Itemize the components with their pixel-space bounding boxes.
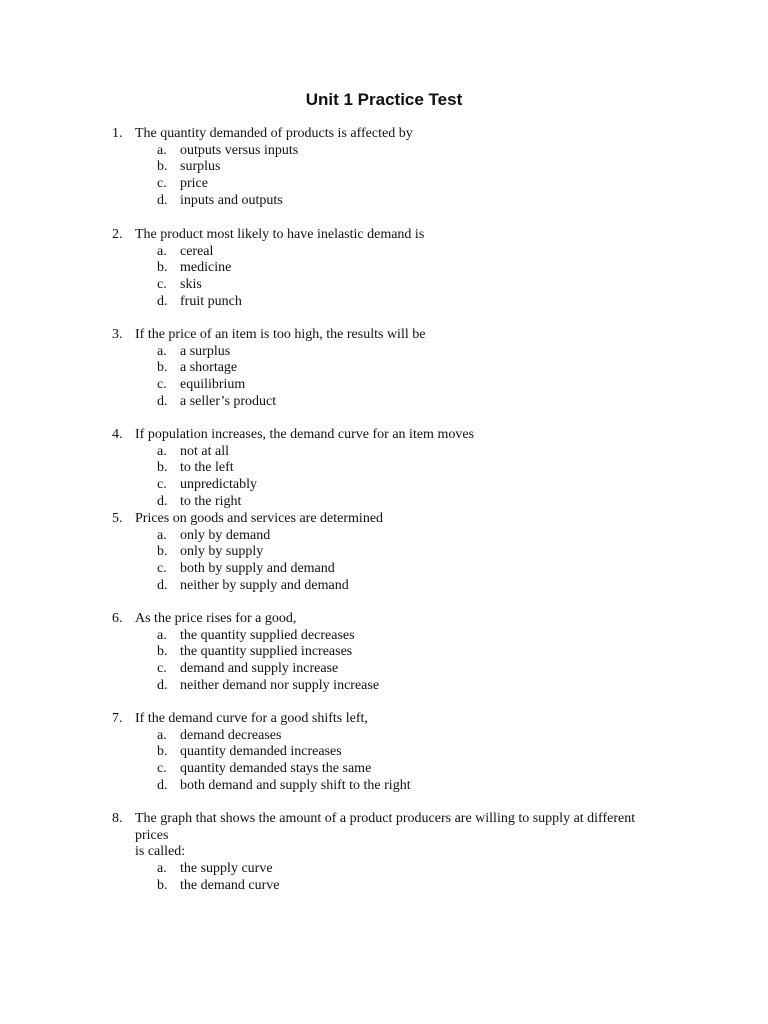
question-text: If population increases, the demand curve for an item moves — [135, 427, 474, 442]
question-stem — [0, 327, 768, 344]
option-c — [0, 377, 768, 394]
option-letter: d. — [157, 393, 168, 409]
question-number: 2. — [112, 227, 123, 242]
question-number: 3. — [112, 327, 123, 342]
option-letter: c. — [157, 277, 167, 293]
question-text-continued — [0, 844, 768, 861]
option-letter: a. — [157, 861, 167, 877]
option-a — [0, 444, 768, 461]
option-b — [0, 544, 768, 561]
option-letter: d. — [157, 192, 168, 208]
option-text: both by supply and demand — [180, 561, 335, 577]
option-a — [0, 244, 768, 261]
option-text: the quantity supplied increases — [180, 644, 353, 660]
question-number: 8. — [112, 811, 123, 826]
option-letter: a. — [157, 627, 167, 643]
option-letter: b. — [157, 360, 168, 376]
option-letter: d. — [157, 293, 168, 309]
option-letter: a. — [157, 527, 167, 543]
option-text: outputs versus inputs — [180, 142, 299, 158]
option-letter: b. — [157, 460, 168, 476]
question-text: If the price of an item is too high, the results will be — [135, 327, 426, 342]
option-letter: c. — [157, 561, 167, 577]
option-a — [0, 344, 768, 361]
option-text: cereal — [180, 243, 214, 259]
option-text: price — [180, 176, 208, 192]
question-stem — [0, 611, 768, 628]
question-stem — [0, 711, 768, 728]
option-letter: b. — [157, 159, 168, 175]
option-d — [0, 778, 768, 795]
option-d — [0, 394, 768, 411]
option-text: quantity demanded increases — [180, 744, 342, 760]
option-c — [0, 176, 768, 193]
option-text: the demand curve — [180, 877, 280, 893]
question-text: The graph that shows the amount of a product producers are willing to supply at different — [135, 811, 636, 826]
option-text: equilibrium — [180, 377, 246, 393]
option-text: both demand and supply shift to the right — [180, 777, 411, 793]
option-text: a surplus — [180, 343, 231, 359]
option-b — [0, 360, 768, 377]
option-c — [0, 277, 768, 294]
option-d — [0, 578, 768, 595]
option-text: neither by supply and demand — [180, 577, 349, 593]
question-1 — [0, 126, 768, 209]
option-a — [0, 628, 768, 645]
question-2 — [0, 227, 768, 310]
question-8 — [0, 811, 768, 894]
option-letter: d. — [157, 777, 168, 793]
option-letter: a. — [157, 343, 167, 359]
option-letter: d. — [157, 577, 168, 593]
option-c — [0, 661, 768, 678]
question-4 — [0, 427, 768, 510]
question-7 — [0, 711, 768, 794]
option-text: the supply curve — [180, 861, 273, 877]
option-text: quantity demanded stays the same — [180, 761, 372, 777]
option-d — [0, 193, 768, 210]
option-letter: c. — [157, 176, 167, 192]
option-text: not at all — [180, 443, 229, 459]
option-b — [0, 460, 768, 477]
question-6 — [0, 611, 768, 694]
option-text: only by demand — [180, 527, 271, 543]
option-d — [0, 294, 768, 311]
option-c — [0, 561, 768, 578]
question-text: The quantity demanded of products is affected by — [135, 126, 413, 141]
option-text: a shortage — [180, 360, 238, 376]
option-letter: b. — [157, 544, 168, 560]
option-letter: a. — [157, 243, 167, 259]
option-b — [0, 159, 768, 176]
option-text: medicine — [180, 260, 232, 276]
question-number: 7. — [112, 711, 123, 726]
option-letter: c. — [157, 761, 167, 777]
option-text: inputs and outputs — [180, 192, 283, 208]
question-text-continued — [0, 828, 768, 845]
option-letter: b. — [157, 260, 168, 276]
option-text: unpredictably — [180, 477, 257, 493]
option-text: demand decreases — [180, 727, 282, 743]
question-text-line: is called: — [135, 844, 186, 860]
option-text: surplus — [180, 159, 221, 175]
option-text: the quantity supplied decreases — [180, 627, 355, 643]
question-number: 4. — [112, 427, 123, 442]
question-5 — [0, 511, 768, 594]
option-letter: a. — [157, 727, 167, 743]
option-b — [0, 878, 768, 895]
option-c — [0, 761, 768, 778]
option-c — [0, 477, 768, 494]
option-a — [0, 528, 768, 545]
option-letter: d. — [157, 677, 168, 693]
option-b — [0, 744, 768, 761]
option-letter: d. — [157, 493, 168, 509]
question-number: 6. — [112, 611, 123, 626]
option-text: neither demand nor supply increase — [180, 677, 380, 693]
option-a — [0, 143, 768, 160]
question-text: Prices on goods and services are determined — [135, 511, 384, 526]
option-letter: a. — [157, 142, 167, 158]
question-stem — [0, 511, 768, 528]
question-text: The product most likely to have inelastic demand is — [135, 227, 425, 242]
option-text: only by supply — [180, 544, 264, 560]
option-letter: b. — [157, 877, 168, 893]
option-a — [0, 861, 768, 878]
question-stem — [0, 126, 768, 143]
option-d — [0, 494, 768, 511]
option-letter: c. — [157, 477, 167, 493]
option-text: a seller’s product — [180, 393, 277, 409]
page-title: Unit 1 Practice Test — [305, 90, 463, 109]
option-text: to the left — [180, 460, 234, 476]
question-text: As the price rises for a good, — [135, 611, 297, 626]
option-text: fruit punch — [180, 293, 242, 309]
question-stem — [0, 811, 768, 828]
question-stem — [0, 427, 768, 444]
option-letter: b. — [157, 744, 168, 760]
option-letter: c. — [157, 661, 167, 677]
question-number: 1. — [112, 126, 123, 141]
question-text: If the demand curve for a good shifts left, — [135, 711, 368, 726]
option-text: demand and supply increase — [180, 661, 339, 677]
option-letter: c. — [157, 377, 167, 393]
option-letter: b. — [157, 644, 168, 660]
option-a — [0, 728, 768, 745]
option-letter: a. — [157, 443, 167, 459]
question-3 — [0, 327, 768, 410]
question-text-line: prices — [135, 827, 169, 843]
option-d — [0, 678, 768, 695]
option-text: to the right — [180, 493, 242, 509]
question-stem — [0, 227, 768, 244]
option-text: skis — [180, 277, 202, 293]
option-b — [0, 260, 768, 277]
question-number: 5. — [112, 511, 123, 526]
option-b — [0, 644, 768, 661]
